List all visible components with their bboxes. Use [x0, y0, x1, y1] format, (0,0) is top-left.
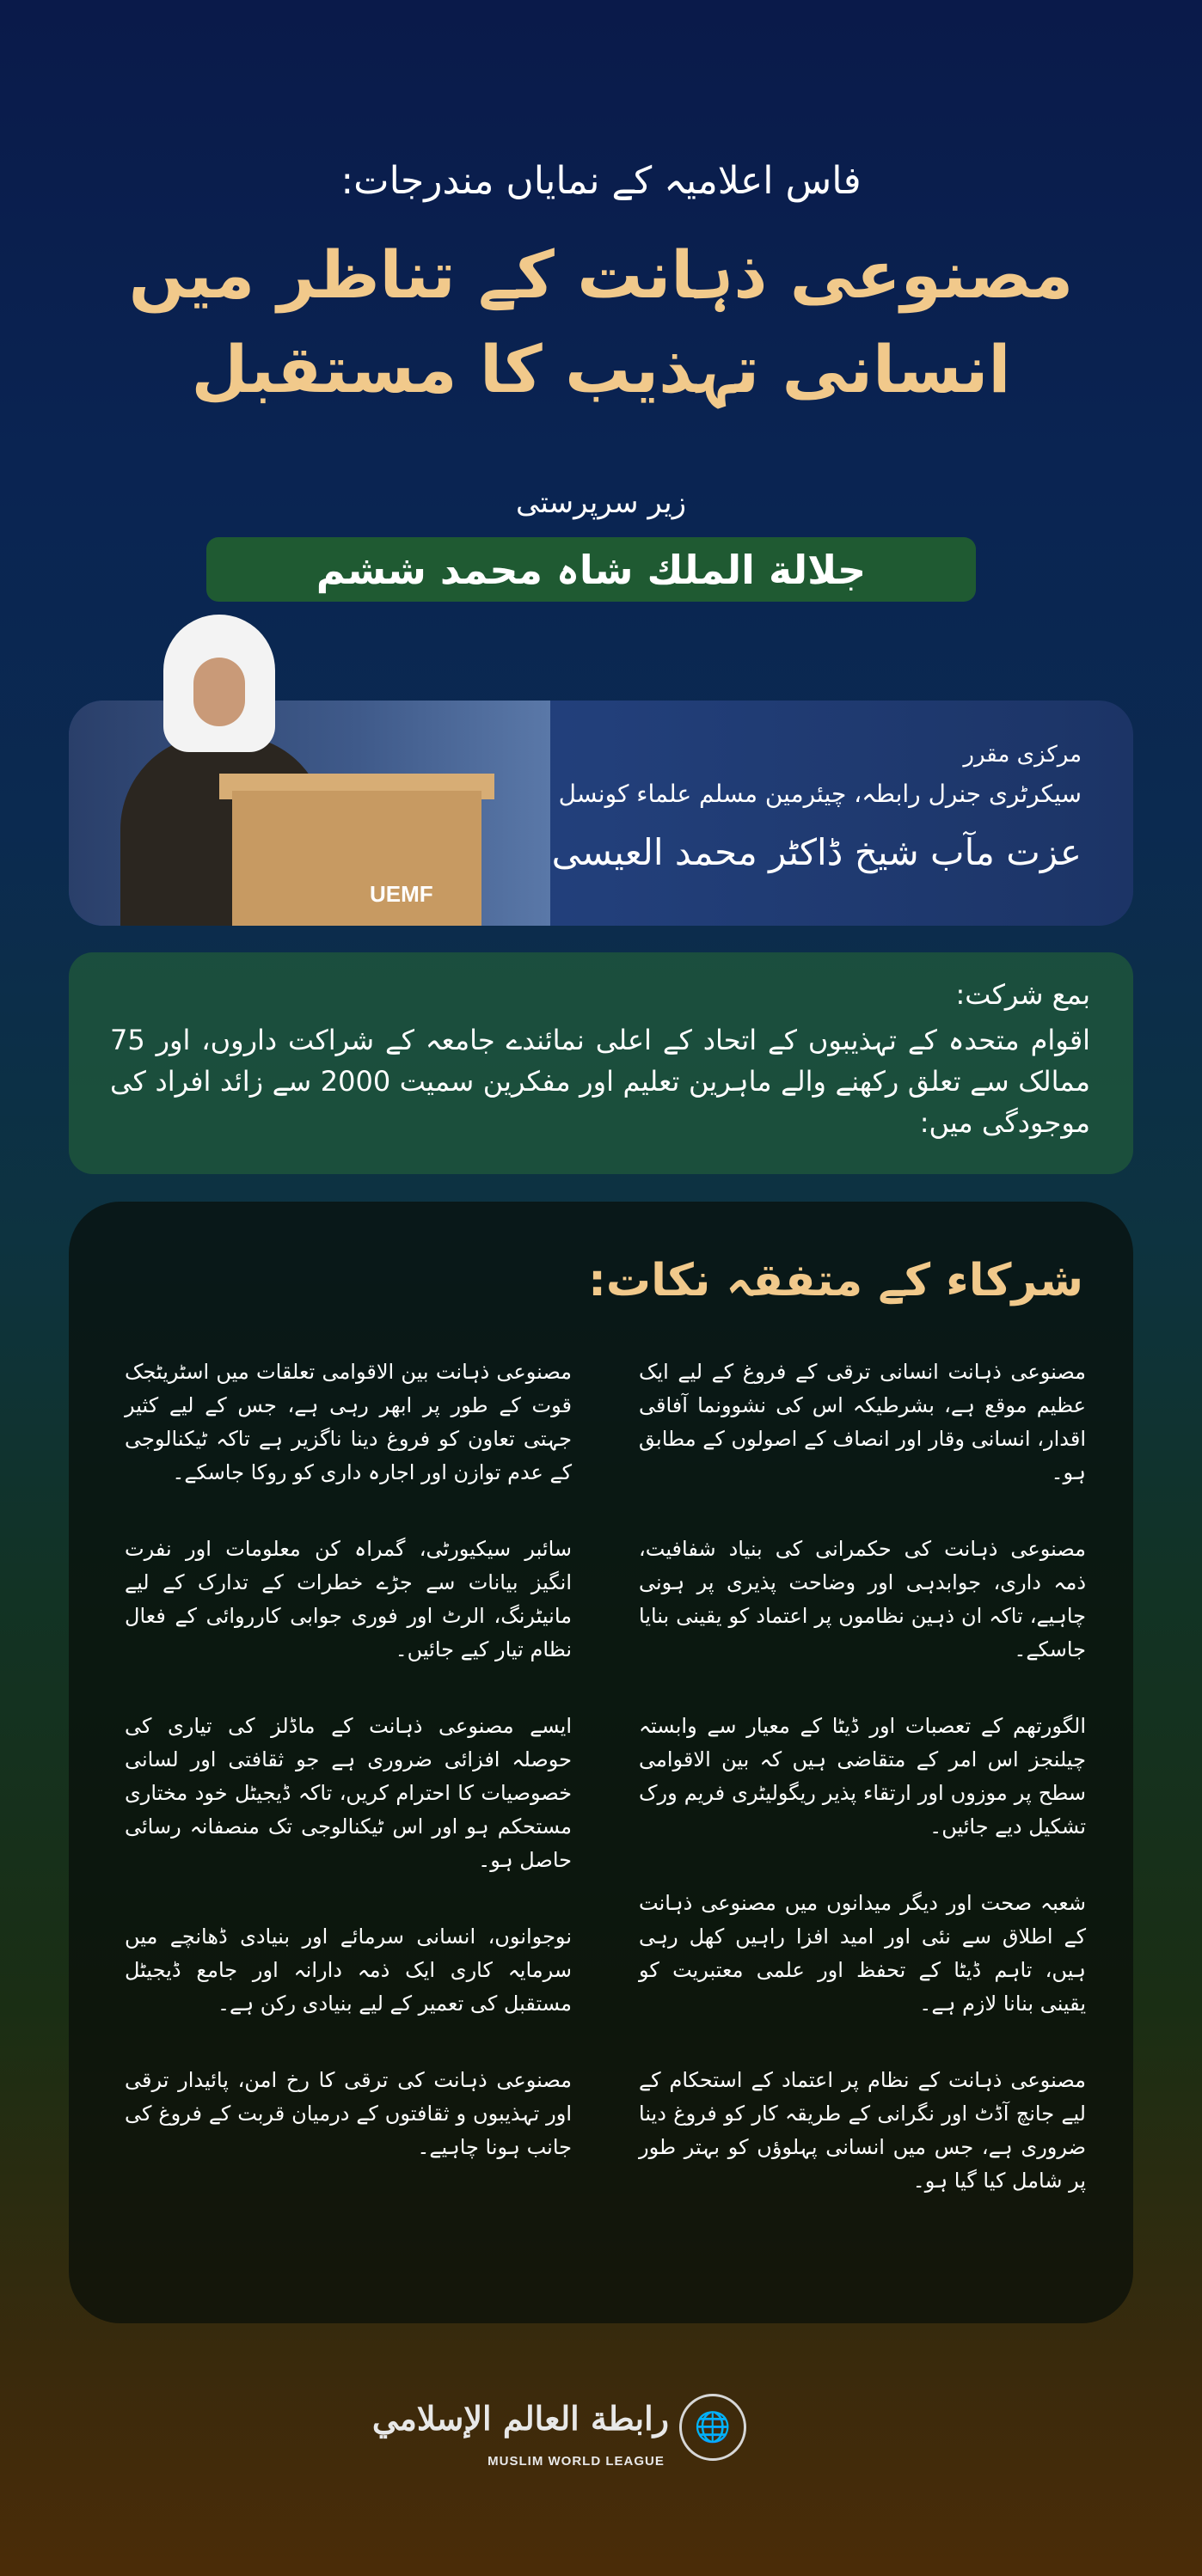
point-item: مصنوعی ذہانت انسانی ترقی کے فروغ کے لیے ایک عظیم موقع ہے، بشرطیکہ اس کی نشوونما آفاقی اقدار، انسانی وقار اور انصاف کے اصولوں کے مطابق ہو۔	[639, 1360, 1086, 1484]
footer-english-name: MUSLIM WORLD LEAGUE	[488, 2454, 665, 2469]
point-item: مصنوعی ذہانت کی حکمرانی کی بنیاد شفافیت، ذمہ داری، جوابدہی اور وضاحت پذیری پر ہونی چاہیے، تاکہ ان ذہین نظاموں پر اعتماد کو یقینی بنایا جاسکے۔	[639, 1537, 1086, 1661]
points-right-column	[639, 1335, 1086, 2241]
point-item: مصنوعی ذہانت کے نظام پر اعتماد کے استحکام کے لیے جانچ آڈٹ اور نگرانی کے طریقہ کار کو فروغ دینا ضروری ہے، جس میں انسانی پہلوؤں کو بہتر طور پر شامل کیا گیا ہو۔	[639, 2068, 1086, 2193]
speaker-card	[69, 701, 1133, 926]
participation-box	[69, 952, 1133, 1174]
podium-logo-text: UEMF	[370, 881, 433, 907]
point-item: مصنوعی ذہانت بین الاقوامی تعلقات میں اسٹریٹجک قوت کے طور پر ابھر رہی ہے، جس کے لیے کثیر جہتی تعاون کو فروغ دینا ناگزیر ہے تاکہ ٹیکنالوجی کے عدم توازن اور اجارہ داری کو روکا جاسکے۔	[125, 1360, 572, 1484]
agreed-points-heading: شرکاء کے متفقہ نکات:	[588, 1255, 1083, 1306]
agreed-points-panel	[69, 1202, 1133, 2323]
point-item: شعبہ صحت اور دیگر میدانوں میں مصنوعی ذہانت کے اطلاق سے نئی اور امید افزا راہیں کھل رہی ہیں، تاہم ڈیٹا کے تحفظ اور علمی معتبریت کو یقینی بنانا لازم ہے۔	[639, 1891, 1086, 2016]
header-subtitle: فاس اعلامیہ کے نمایاں مندرجات:	[340, 159, 862, 203]
participation-label: بمع شرکت:	[955, 978, 1090, 1011]
points-left-column	[125, 1335, 572, 2207]
point-item: نوجوانوں، انسانی سرمائے اور بنیادی ڈھانچے میں سرمایہ کاری ایک ذمہ دارانہ اور جامع ڈیجیٹل مستقبل کی تعمیر کے لیے بنیادی رکن ہے۔	[125, 1924, 572, 2016]
globe-emblem-icon: 🌐	[679, 2394, 746, 2461]
point-item: ایسے مصنوعی ذہانت کے ماڈلز کی تیاری کی حوصلہ افزائی ضروری ہے جو ثقافتی اور لسانی خصوصیات کا احترام کریں، تاکہ ڈیجیٹل خود مختاری مستحکم ہو اور اس ٹیکنالوجی تک منصفانہ رسائی حاصل ہو۔	[125, 1714, 572, 1872]
patron-name: جلالة الملك شاہ محمد ششم	[316, 546, 867, 593]
footer-logo	[0, 2394, 1202, 2488]
patron-banner	[206, 537, 976, 602]
point-item: مصنوعی ذہانت کی ترقی کا رخ امن، پائیدار ترقی اور تہذیبوں و ثقافتوں کے درمیان قربت کے فروغ کی جانب ہونا چاہیے۔	[125, 2068, 572, 2159]
speaker-name: عزت مآب شیخ ڈاکٹر محمد العیسی	[551, 831, 1082, 873]
participation-text: اقوام متحدہ کے تہذیبوں کے اتحاد کے اعلی نمائندے جامعہ کے شراکت داروں، اور 75 ممالک سے تعلق رکھنے والے ماہرین تعلیم اور مفکرین سمیت 2000 سے زائد افراد کی موجودگی میں:	[110, 1024, 1091, 1139]
point-item: الگورتھم کے تعصبات اور ڈیٹا کے معیار سے وابستہ چیلنجز اس امر کے متقاضی ہیں کہ بین الاقوامی سطح پر موزوں اور ارتقاء پذیر ریگولیٹری فریم ورک تشکیل دیے جائیں۔	[639, 1714, 1086, 1839]
speaker-role: مرکزی مقرر	[963, 742, 1082, 768]
page-title-line-2: انسانی تہذیب کا مستقبل	[191, 331, 1011, 407]
patron-label: زیر سرپرستی	[515, 486, 686, 520]
page-title-line-1: مصنوعی ذہانت کے تناظر میں	[128, 236, 1074, 313]
point-item: سائبر سیکیورٹی، گمراہ کن معلومات اور نفرت انگیز بیانات سے جڑے خطرات کے تدارک کے لیے مانیٹرنگ، الرٹ اور فوری جوابی کارروائی کے فعال نظام تیار کیے جائیں۔	[125, 1537, 572, 1661]
footer-arabic-name: رابطة العالم الإسلامي	[371, 2399, 669, 2438]
speaker-photo	[69, 606, 550, 926]
speaker-position: سیکرٹری جنرل رابطہ، چیئرمین مسلم علماء کونسل	[558, 780, 1082, 808]
